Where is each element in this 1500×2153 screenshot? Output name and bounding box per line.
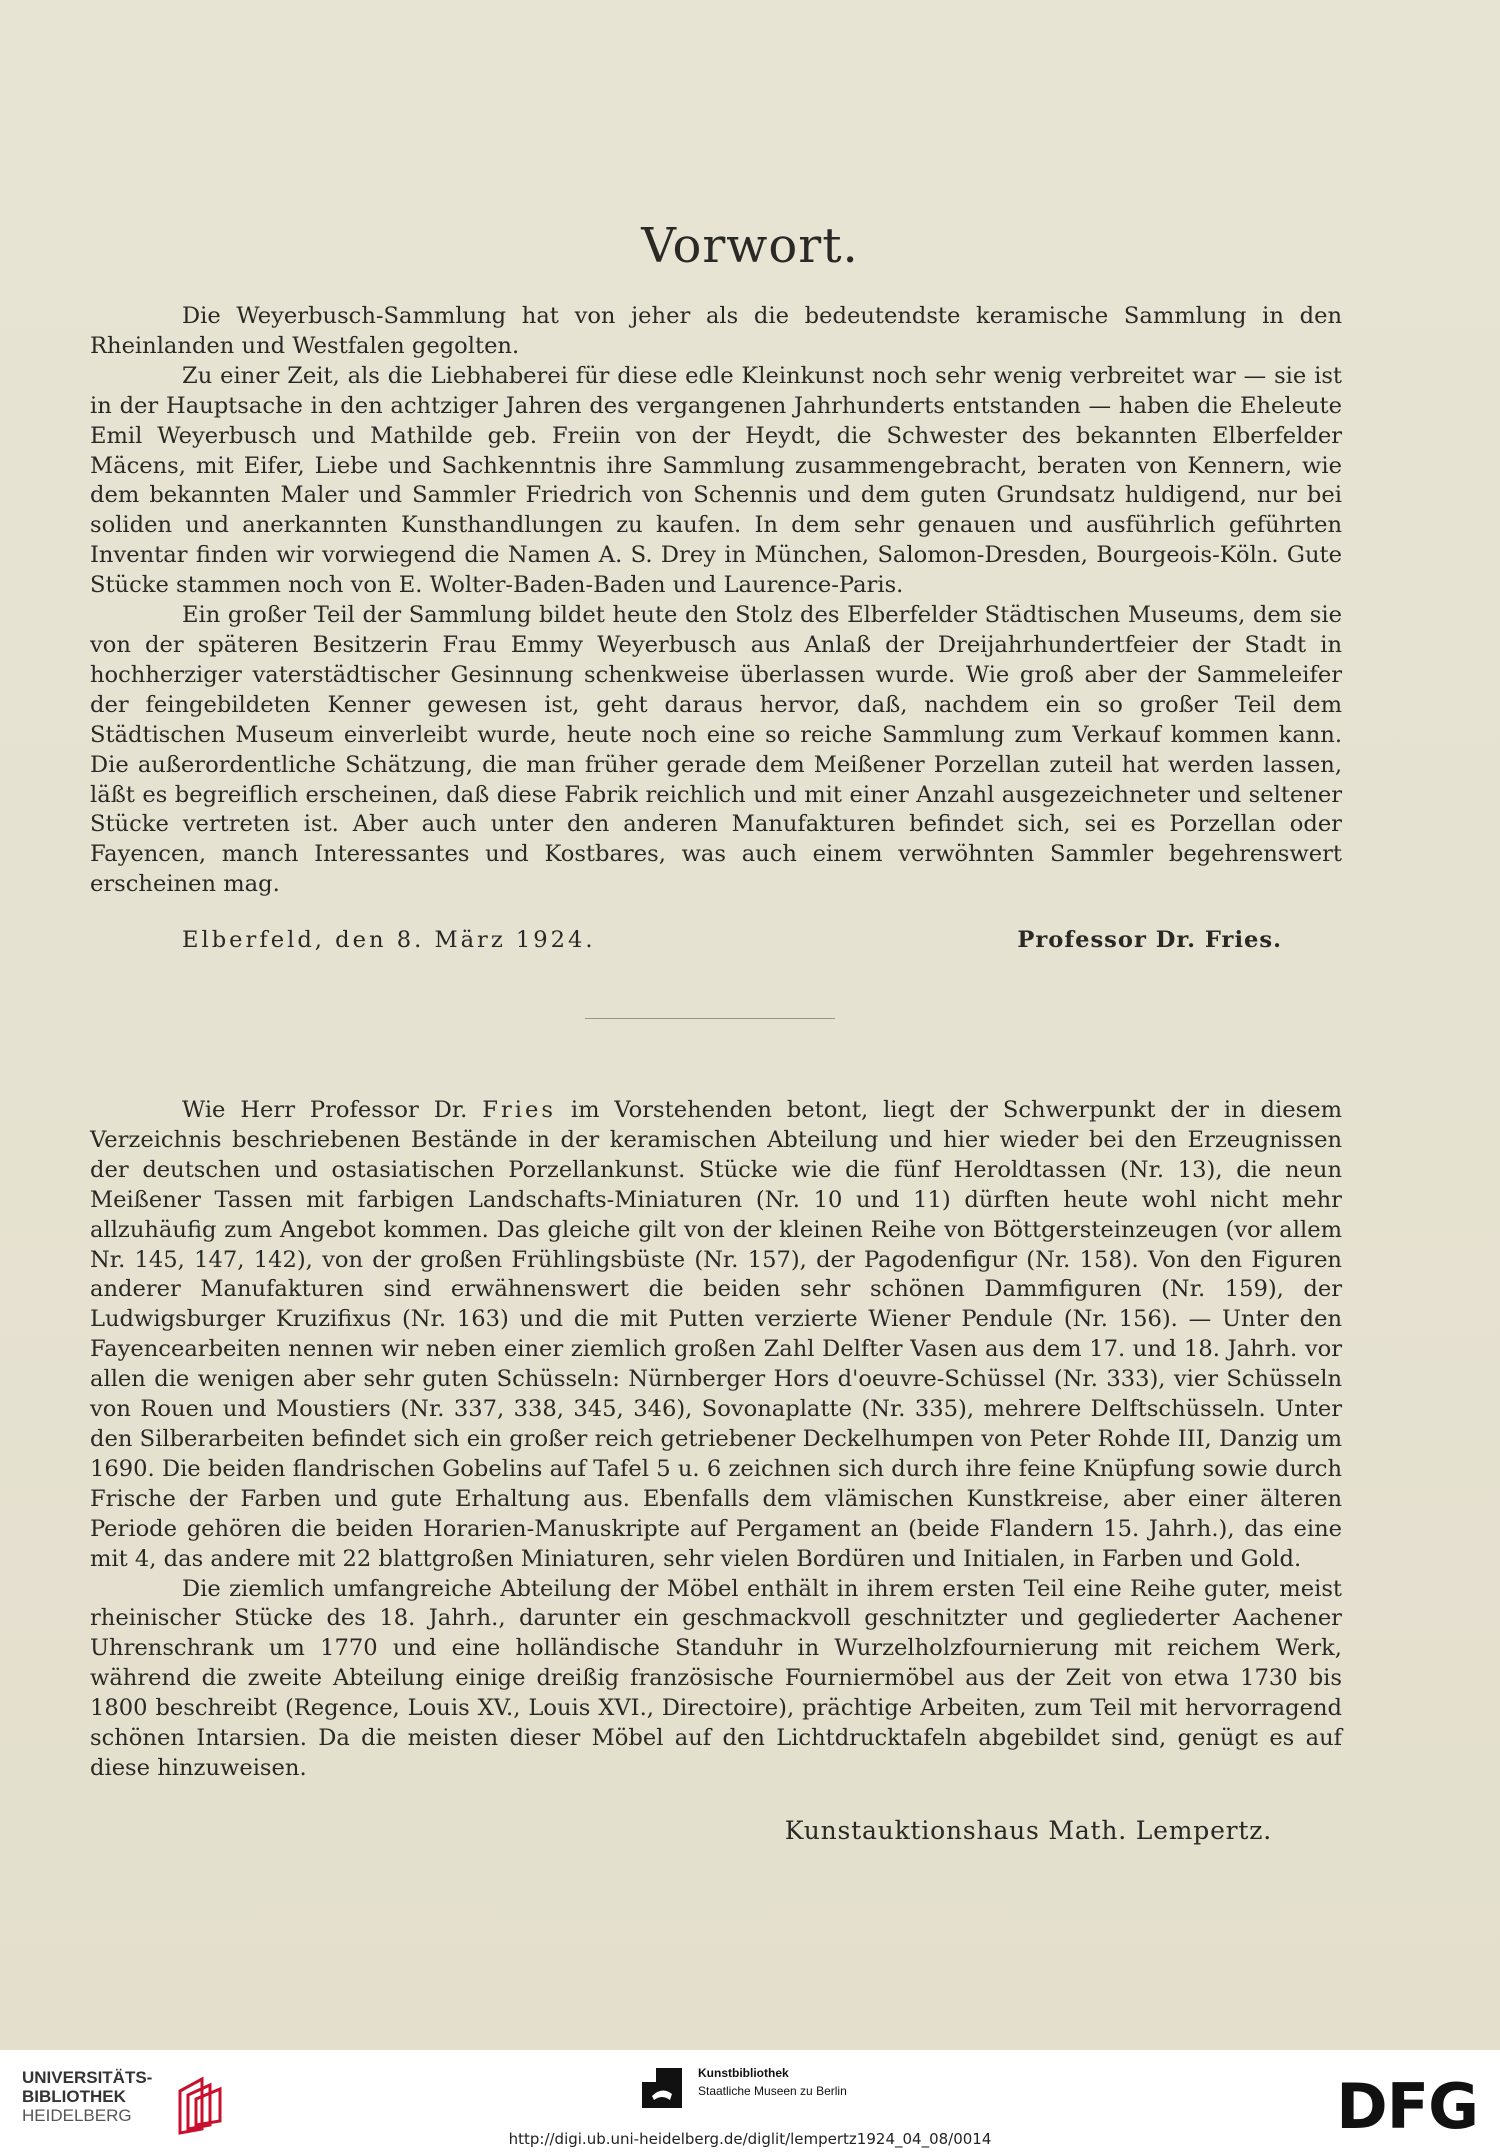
intro-name-fries: Fries [482, 1097, 556, 1123]
preface-paragraph: Zu einer Zeit, als die Liebhaberei für diese edle Kleinkunst noch sehr wenig verbreitet war — sie ist in der Hauptsache in den achtziger Jahren des vergangenen Jahrhunderts entstanden — haben die Eheleute Emil Weyerbusch und Mathilde geb. Freiin von der Heydt, die Schwester des bekannten Elberfelder Mäcens, mit Eifer, Liebe und Sachkenntnis ihre Sammlung zusammengebracht, beraten von Kennern, wie dem bekannten Maler und Sammler Friedrich von Schennis und dem guten Grundsatz huldigend, nur bei soliden und anerkannten Kunsthandlungen zu kaufen. In dem sehr genauen und ausführlich geführten Inventar finden wir vorwiegend die Namen A. S. Drey in München, Salomon-Dresden, Bourgeois-Köln. Gute Stücke stammen noch von E. Wolter-Baden-Baden und Laurence-Paris. [90, 362, 1342, 599]
kunstbibliothek-text [698, 2064, 847, 2100]
preface-paragraph: Ein großer Teil der Sammlung bildet heute den Stolz des Elberfelder Städtischen Museums, dem sie von der späteren Besitzerin Frau Emmy Weyerbusch aus Anlaß der Dreijahrhundertfeier der Stadt in hochherziger vaterstädtischer Gesinnung schenkweise überlassen wurde. Wie groß aber der Sammeleifer der feingebildeten Kenner gewesen ist, geht daraus hervor, daß, nachdem ein so großer Teil dem Städtischen Museum einverleibt wurde, heute noch eine so reiche Sammlung zum Verkauf kommen kann. Die außerordentliche Schätzung, die man früher gerade dem Meißener Porzellan zuteil hat werden lassen, läßt es begreiflich erscheinen, daß diese Fabrik reichlich und mit einer Anzahl ausgezeichneter und seltener Stücke vertreten ist. Aber auch unter den anderen Manufakturen befindet sich, sei es Porzellan oder Fayencen, manch Interessantes und Kostbares, was auch einem verwöhnten Sammler begehrenswert erscheinen mag. [90, 602, 1342, 898]
intro-text-b: im Vorstehenden betont, liegt der Schwerpunkt der in diesem Verzeichnis beschriebenen Bestände in der keramischen Abteilung und hier wieder bei den Erzeugnissen der deutschen und ostasiatischen Porzellankunst. Stücke wie die fünf Heroldtassen (Nr. 13), die neun Meißener Tassen mit farbigen Landschafts-Miniaturen (Nr. 10 und 11) dürften heute wohl nicht mehr allzuhäufig zum Angebot kommen. Das gleiche gilt von der kleinen Reihe von Böttgersteinzeugen (vor allem Nr. 145, 147, 142), von der großen Frühlingsbüste (Nr. 157), der Pagodenfigur (Nr. 158). Von den Figuren anderer Manufakturen sind erwähnenswert die beiden sehr schönen Dammfiguren (Nr. 159), der Ludwigsburger Kruzifixus (Nr. 163) und die mit Putten verzierte Wiener Pendule (Nr. 156). — Unter den Fayencearbeiten nennen wir neben einer ziemlich großen Zahl Delfter Vasen aus dem 17. und 18. Jahrh. vor allen die wenigen aber sehr guten Schüsseln: Nürnberger Hors d'oeuvre-Schüssel (Nr. 333), vier Schüsseln von Rouen und Moustiers (Nr. 337, 338, 345, 346), Sovonaplatte (Nr. 335), mehrere Delftschüsseln. Unter den Silberarbeiten befindet sich ein großer reich getriebener Deckelhumpen von Peter Rohde III, Danzig um 1690. Die beiden flandrischen Gobelins auf Tafel 5 u. 6 zeichnen sich durch ihre feine Knüpfung sowie durch Frische der Farben und gute Erhaltung aus. Ebenfalls dem vlämischen Kunstkreise, aber einer älteren Periode gehören die beiden Horarien-Manuskripte auf Pergament an (beide Flandern 15. Jahrh.), das eine mit 4, das andere mit 22 blattgroßen Miniaturen, sehr vielen Bordüren und Initialen, in Farben und Gold. [90, 1097, 1342, 1572]
preface-author: Professor Dr. Fries. [1017, 927, 1282, 953]
preface-text [90, 302, 1342, 900]
kunstbibliothek-emblem-icon [640, 2066, 684, 2110]
ub-emblem-icon [172, 2073, 228, 2137]
ub-line-1: UNIVERSITÄTS- [22, 2068, 153, 2087]
intro-text-a: Wie Herr Professor Dr. [182, 1097, 468, 1123]
ub-line-3: HEIDELBERG [22, 2106, 132, 2125]
preface-paragraph: Die Weyerbusch-Sammlung hat von jeher als die bedeutendste keramische Sammlung in den Rheinlanden und Westfalen gegolten. [90, 303, 1342, 359]
intro-text [90, 1096, 1342, 1784]
intro-paragraph [90, 1096, 1342, 1575]
preface-signature-line [182, 927, 1282, 953]
closing-signature: Kunstauktionshaus Math. Lempertz. [784, 1816, 1272, 1845]
intro-paragraph: Die ziemlich umfangreiche Abteilung der Möbel enthält in ihrem ersten Teil eine Reihe guter, meist rheinischer Stücke des 18. Jahrh., darunter ein geschmackvoll geschnitzter und gegliederter Aachener Uhrenschrank um 1770 und eine holländische Standuhr in Wurzelholzfournierung mit reichem Werk, während die zweite Abteilung einige dreißig französische Fourniermöbel aus der Zeit von etwa 1730 bis 1800 beschreibt (Regence, Louis XV., Louis XVI., Directoire), prächtige Arbeiten, zum Teil mit hervorragend schönen Intarsien. Da die meisten dieser Möbel auf den Lichtdrucktafeln abgebildet sind, genügt es auf diese hinzuweisen. [90, 1575, 1342, 1781]
page-title: Vorwort. [641, 218, 859, 274]
permalink-url[interactable]: http://digi.ub.uni-heidelberg.de/diglit/lempertz1924_04_08/0014 [508, 2130, 992, 2148]
kb-line-2: Staatliche Museen zu Berlin [698, 2084, 847, 2098]
place-date: Elberfeld, den 8. März 1924. [182, 927, 596, 953]
section-divider [585, 1018, 835, 1019]
footer-bar [0, 2050, 1500, 2153]
ub-logo-text [22, 2068, 152, 2125]
ub-heidelberg-logo[interactable] [22, 2068, 152, 2125]
dfg-logo[interactable]: DFG [1336, 2070, 1478, 2143]
kb-line-1: Kunstbibliothek [698, 2066, 789, 2080]
ub-line-2: BIBLIOTHEK [22, 2087, 126, 2106]
